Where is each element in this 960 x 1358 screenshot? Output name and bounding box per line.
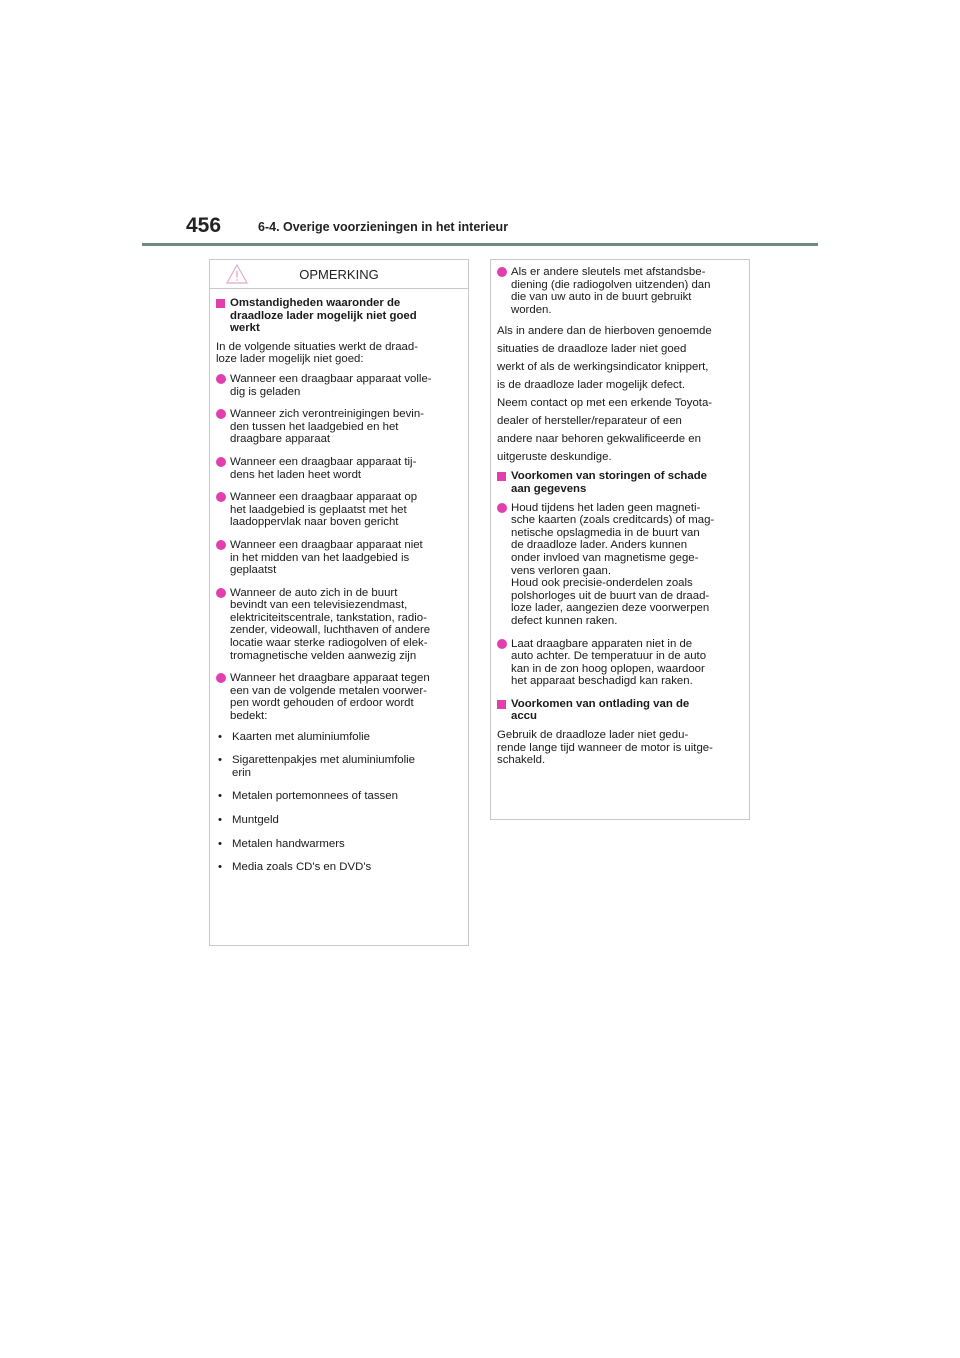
warning-triangle-icon [226, 264, 248, 284]
sub-list-item: • Media zoals CD's en DVD's [218, 861, 372, 874]
section-heading: Voorkomen van ontlading van de accu [497, 698, 743, 723]
notice-title: OPMERKING [299, 266, 379, 282]
intro-paragraph: In de volgende situaties werkt de draad- loze lader mogelijk niet goed: [216, 340, 418, 366]
sub-list-item: • Metalen portemonnees of tassen [218, 790, 398, 803]
circle-bullet-icon [216, 374, 226, 384]
list-item: Houd tijdens het laden geen magneti- sche kaarten (zoals creditcards) of mag- netische opslagmedia in de buurt van de draadloze lader. Anders kunnen onder invloed van magnetisme gege- vens verloren gaan. Houd ook precisie-onderdelen zoals polshorloges uit de buurt van de draad- loze lader, aangezien deze voorwerpen defect kunnen raken. [497, 502, 743, 628]
notice-box-left [209, 259, 469, 946]
circle-bullet-icon [497, 503, 507, 513]
list-item: Wanneer de auto zich in de buurt bevindt van een televisiezendmast, elektriciteitscentrale, tankstation, radio- zender, videowall, luchthaven of andere locatie waar sterke radiogolven of elek- tromagnetische velden aanwezig zijn [216, 587, 462, 663]
sub-list-item: • Sigarettenpakjes met aluminiumfolie erin [218, 754, 415, 779]
circle-bullet-icon [216, 588, 226, 598]
battery-paragraph: Gebruik de draadloze lader niet gedu- rende lange tijd wanneer de motor is uitge- schakeld. [497, 729, 713, 767]
list-item: Laat draagbare apparaten niet in de auto achter. De temperatuur in de auto kan in de zon hoog oplopen, waardoor het apparaat beschadigd kan raken. [497, 638, 743, 688]
sub-list-item: • Metalen handwarmers [218, 837, 345, 850]
page-number: 456 [186, 214, 222, 237]
section-title: 6-4. Overige voorzieningen in het interieur [258, 220, 509, 234]
circle-bullet-icon [497, 267, 507, 277]
section-heading [216, 297, 462, 335]
circle-bullet-icon [497, 639, 507, 649]
square-bullet-icon [216, 299, 225, 308]
circle-bullet-icon [216, 673, 226, 683]
list-item: Als er andere sleutels met afstandsbe- diening (die radiogolven uitzenden) dan die van uw auto in de buurt gebruikt worden. [497, 266, 743, 316]
list-item: Wanneer een draagbaar apparaat volle- dig is geladen [216, 373, 462, 398]
list-item: Wanneer een draagbaar apparaat tij- dens het laden heet wordt [216, 456, 462, 481]
section-heading: Voorkomen van storingen of schade aan gegevens [497, 470, 743, 495]
list-item: Wanneer zich verontreinigingen bevin- den tussen het laadgebied en het draagbare apparaat [216, 408, 462, 446]
square-bullet-icon [497, 472, 506, 481]
list-item: Wanneer een draagbaar apparaat op het laadgebied is geplaatst met het laadoppervlak naar boven gericht [216, 491, 462, 529]
list-item: Wanneer het draagbare apparaat tegen een van de volgende metalen voorwer- pen wordt gehouden of erdoor wordt bedekt: [216, 672, 462, 722]
notice-header [210, 260, 468, 289]
header-rule [142, 243, 818, 246]
circle-bullet-icon [216, 540, 226, 550]
list-item: Wanneer een draagbaar apparaat niet in het midden van het laadgebied is geplaatst [216, 539, 462, 577]
circle-bullet-icon [216, 409, 226, 419]
circle-bullet-icon [216, 492, 226, 502]
heading-text: Omstandigheden waaronder de draadloze lader mogelijk niet goed werkt [230, 297, 417, 335]
sub-list-item: • Muntgeld [218, 814, 279, 826]
defect-paragraph: Als in andere dan de hierboven genoemde situaties de draadloze lader niet goed werkt of als de werkingsindicator knippert, is de draadloze lader mogelijk defect. Neem contact op met een erkende Toyota- dealer of hersteller/reparateur of een andere naar behoren gekwalificeerde en uitgeruste deskundige. [497, 325, 713, 464]
circle-bullet-icon [216, 457, 226, 467]
sub-list-item: • Kaarten met aluminiumfolie [218, 730, 371, 743]
square-bullet-icon [497, 700, 506, 709]
notice-box-right [490, 259, 750, 820]
